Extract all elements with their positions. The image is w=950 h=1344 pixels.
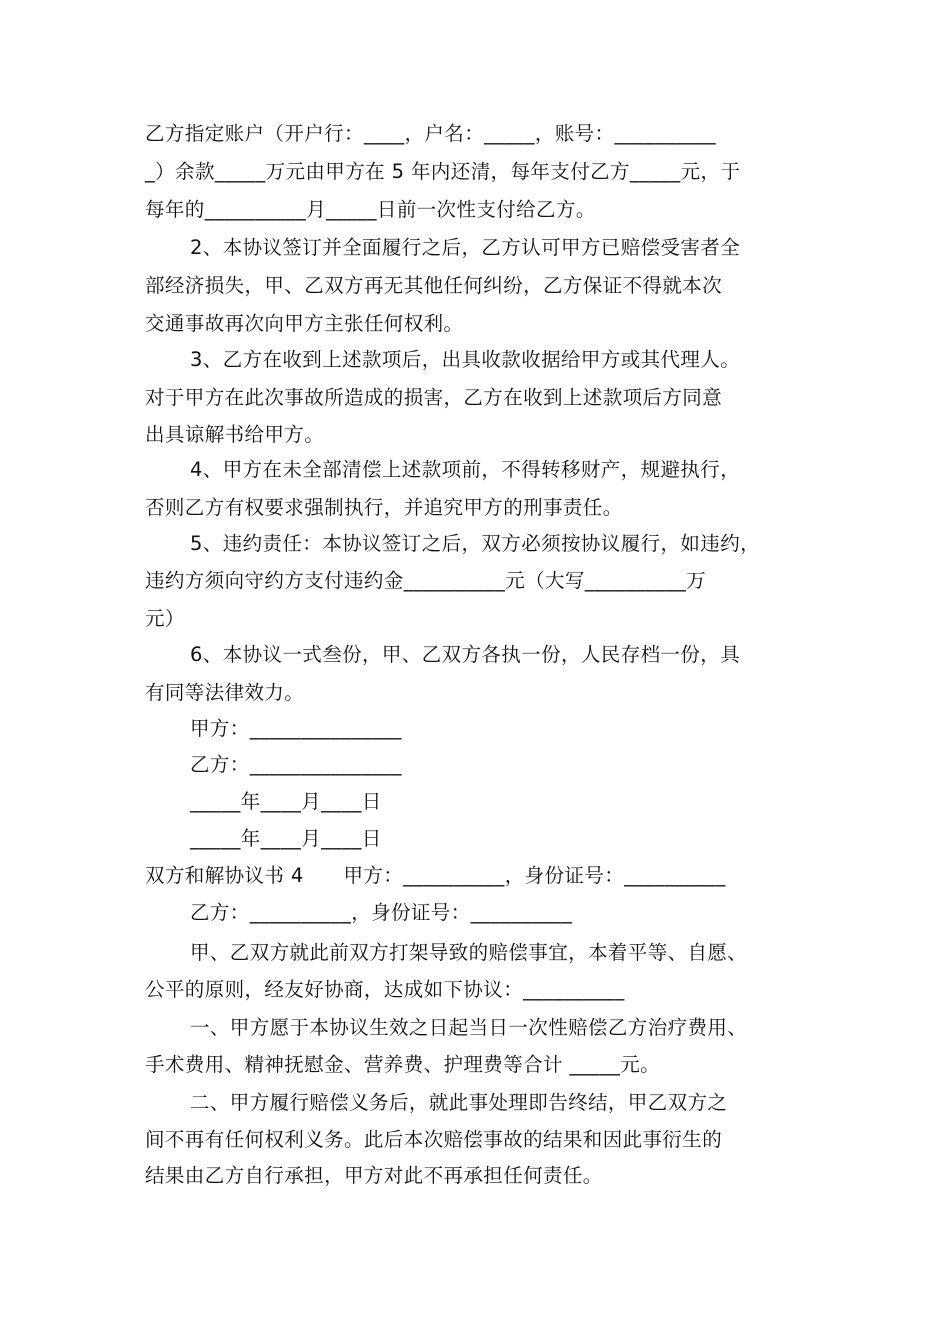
text-line: 一、甲方愿于本协议生效之日起当日一次性赔偿乙方治疗费用、	[190, 1016, 748, 1039]
text-line: 3、乙方在收到上述款项后，出具收款收据给甲方或其代理人。	[190, 348, 741, 371]
signature-line-party-b: 乙方：_______________	[190, 753, 402, 776]
text-line: 元）	[145, 607, 185, 630]
text-line: 6、本协议一式叁份，甲、乙双方各执一份，人民存档一份，具	[190, 643, 741, 666]
date-line: _____年____月____日	[190, 827, 382, 850]
text-line: 手术费用、精神抚慰金、营养费、护理费等合计 _____元。	[145, 1053, 661, 1076]
text-line: _）余款_____万元由甲方在 5 年内还清，每年支付乙方_____元，于	[145, 160, 741, 183]
text-line: 每年的__________月_____日前一次性支付给乙方。	[145, 198, 596, 221]
text-line: 结果由乙方自行承担，甲方对此不再承担任何责任。	[145, 1164, 603, 1187]
text-line: 4、甲方在未全部清偿上述款项前，不得转移财产，规避执行，	[190, 458, 741, 481]
text-line: 间不再有任何权利义务。此后本次赔偿事故的结果和因此事衍生的	[145, 1128, 723, 1151]
signature-line-party-a: 甲方：_______________	[190, 717, 402, 740]
text-line: 乙方：__________，身份证号：__________	[190, 901, 573, 924]
text-line: 违约方须向守约方支付违约金__________元（大写__________万	[145, 569, 707, 592]
text-line: 二、甲方履行赔偿义务后，就此事处理即告终结，甲乙双方之	[190, 1091, 728, 1114]
text-line: 出具谅解书给甲方。	[145, 423, 325, 446]
date-line: _____年____月____日	[190, 790, 382, 813]
text-line: 乙方指定账户（开户行：____，户名：_____，账号：__________	[145, 122, 716, 145]
section-heading-line: 双方和解协议书 4 甲方：__________，身份证号：__________	[145, 864, 726, 887]
text-line: 2、本协议签订并全面履行之后，乙方认可甲方已赔偿受害者全	[190, 236, 741, 259]
text-line: 部经济损失，甲、乙双方再无其他任何纠纷，乙方保证不得就本次	[145, 274, 723, 297]
text-line: 公平的原则，经友好协商，达成如下协议：__________	[145, 978, 625, 1001]
text-line: 交通事故再次向甲方主张任何权利。	[145, 312, 464, 335]
text-line: 否则乙方有权要求强制执行，并追究甲方的刑事责任。	[145, 496, 623, 519]
text-line: 甲、乙双方就此前双方打架导致的赔偿事宜，本着平等、自愿、	[190, 941, 748, 964]
text-line: 有同等法律效力。	[145, 681, 305, 704]
text-line: 对于甲方在此次事故所造成的损害，乙方在收到上述款项后方同意	[145, 386, 723, 409]
text-line: 5、违约责任：本协议签订之后，双方必须按协议履行，如违约，	[190, 532, 761, 555]
